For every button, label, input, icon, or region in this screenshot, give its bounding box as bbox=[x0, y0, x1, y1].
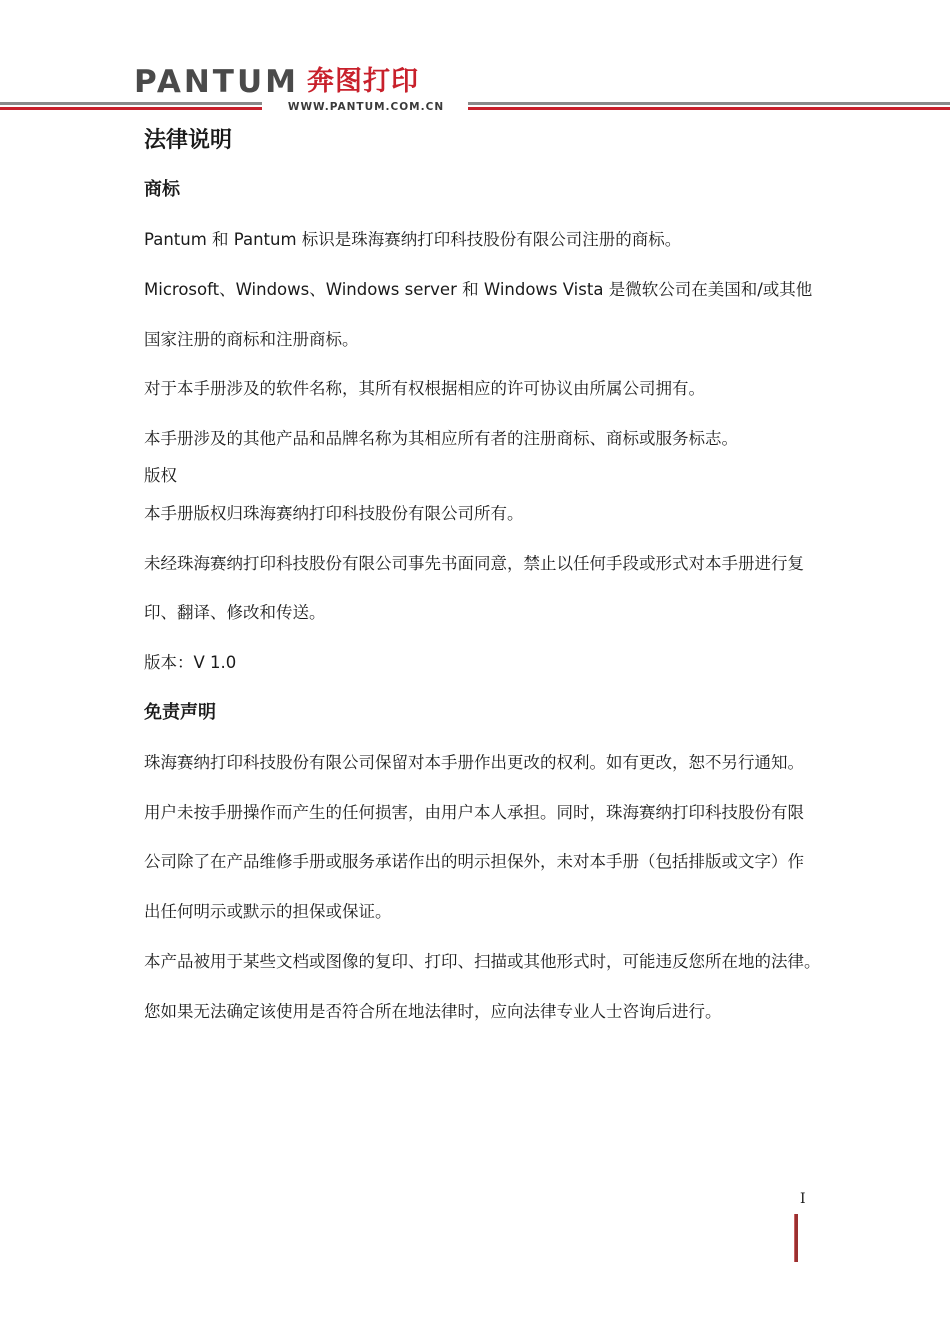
pantum-logo bbox=[134, 64, 419, 100]
disclaimer-paragraph-3: 本产品被用于某些文档或图像的复印、打印、扫描或其他形式时，可能违反您所在地的法律。 bbox=[144, 952, 821, 971]
header-rule-right bbox=[468, 102, 950, 110]
page-edge-bar bbox=[794, 1214, 798, 1262]
copyright-heading: 版权 bbox=[144, 466, 177, 485]
logo-chinese: 奔图打印 bbox=[306, 66, 419, 97]
trademark-paragraph-2-line-1: Microsoft、Windows、Windows server 和 Windows Vista 是微软公司在美国和/或其他 bbox=[144, 280, 813, 299]
website-url: WWW.PANTUM.COM.CN bbox=[287, 101, 445, 113]
trademark-paragraph-3: 对于本手册涉及的软件名称，其所有权根据相应的许可协议由所属公司拥有。 bbox=[144, 379, 705, 398]
trademark-paragraph-4: 本手册涉及的其他产品和品牌名称为其相应所有者的注册商标、商标或服务标志。 bbox=[144, 429, 738, 448]
disclaimer-paragraph-1: 珠海赛纳打印科技股份有限公司保留对本手册作出更改的权利。如有更改，恕不另行通知。 bbox=[144, 753, 804, 772]
page-number: I bbox=[800, 1191, 806, 1207]
copyright-paragraph-2-line-2: 印、翻译、修改和传送。 bbox=[144, 603, 326, 622]
copyright-paragraph-2-line-1: 未经珠海赛纳打印科技股份有限公司事先书面同意，禁止以任何手段或形式对本手册进行复 bbox=[144, 554, 804, 573]
trademark-paragraph-2-line-2: 国家注册的商标和注册商标。 bbox=[144, 330, 359, 349]
header-rule-left bbox=[0, 102, 262, 110]
trademark-paragraph-1: Pantum 和 Pantum 标识是珠海赛纳打印科技股份有限公司注册的商标。 bbox=[144, 230, 682, 249]
disclaimer-heading: 免责声明 bbox=[144, 702, 216, 723]
disclaimer-paragraph-2-line-3: 出任何明示或默示的担保或保证。 bbox=[144, 902, 392, 921]
disclaimer-paragraph-4: 您如果无法确定该使用是否符合所在地法律时，应向法律专业人士咨询后进行。 bbox=[144, 1002, 722, 1021]
version-label: 版本：V 1.0 bbox=[144, 653, 237, 672]
disclaimer-paragraph-2-line-2: 公司除了在产品维修手册或服务承诺作出的明示担保外，未对本手册（包括排版或文字）作 bbox=[144, 852, 804, 871]
trademark-heading: 商标 bbox=[144, 179, 180, 200]
disclaimer-paragraph-2-line-1: 用户未按手册操作而产生的任何损害，由用户本人承担。同时，珠海赛纳打印科技股份有限 bbox=[144, 803, 804, 822]
page-header bbox=[0, 0, 950, 120]
logo-english: PANTUM bbox=[134, 64, 299, 100]
copyright-paragraph-1: 本手册版权归珠海赛纳打印科技股份有限公司所有。 bbox=[144, 504, 524, 523]
page-title: 法律说明 bbox=[144, 128, 233, 153]
